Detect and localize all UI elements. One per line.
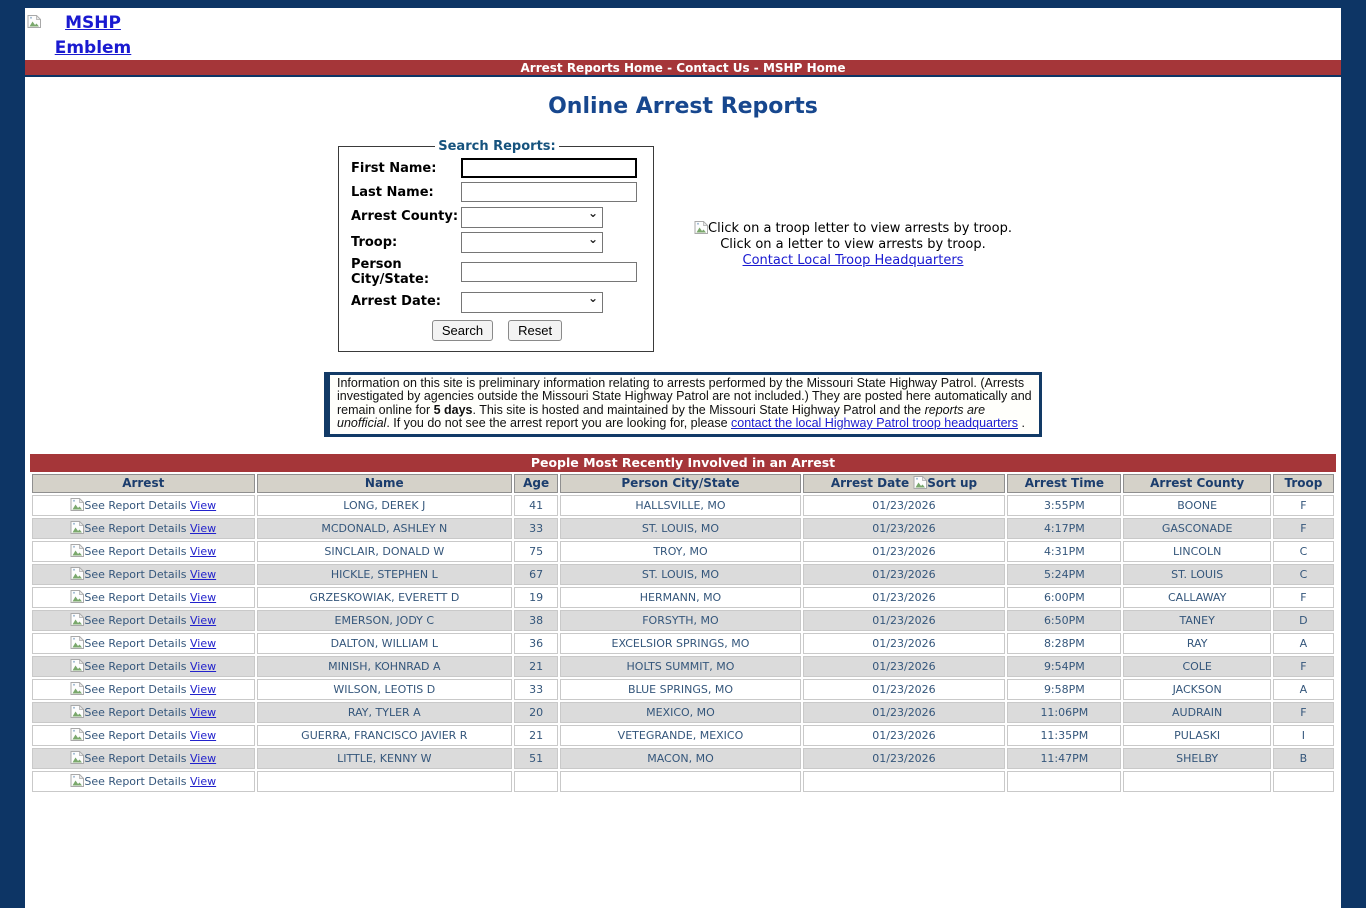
age-cell: 33 bbox=[514, 679, 558, 700]
column-header-age: Age bbox=[514, 474, 558, 493]
arrest-cell bbox=[32, 633, 255, 654]
report-details-icon-slot bbox=[70, 568, 84, 581]
arrest-time-cell: 9:58PM bbox=[1007, 679, 1121, 700]
table-row bbox=[32, 725, 1334, 746]
arrest-county-cell: RAY bbox=[1123, 633, 1270, 654]
person-city-state-cell: HALLSVILLE, MO bbox=[560, 495, 801, 516]
report-details-alt-text: See Report Details bbox=[84, 591, 187, 604]
age-cell: 21 bbox=[514, 725, 558, 746]
troop-cell: C bbox=[1273, 564, 1334, 585]
arrest-time-cell: 8:28PM bbox=[1007, 633, 1121, 654]
column-header-person-city-state: Person City/State bbox=[560, 474, 801, 493]
report-details-icon-slot bbox=[70, 706, 84, 719]
report-details-icon-slot bbox=[70, 660, 84, 673]
table-row-partial bbox=[32, 771, 1334, 792]
view-link[interactable]: View bbox=[190, 545, 217, 558]
arrest-county-cell: COLE bbox=[1123, 656, 1270, 677]
arrest-county-label: Arrest County: bbox=[351, 209, 459, 225]
age-cell: 33 bbox=[514, 518, 558, 539]
age-cell: 20 bbox=[514, 702, 558, 723]
arrest-county-cell: ST. LOUIS bbox=[1123, 564, 1270, 585]
view-link[interactable]: View bbox=[190, 775, 217, 788]
person-city-state-cell: VETEGRANDE, MEXICO bbox=[560, 725, 801, 746]
person-city-row bbox=[351, 257, 643, 287]
person-city-label: Person City/State: bbox=[351, 257, 430, 287]
nav-link-contact-us[interactable]: Contact Us bbox=[676, 61, 750, 75]
table-title-bar: People Most Recently Involved in an Arrest bbox=[30, 454, 1336, 472]
age-cell bbox=[514, 771, 558, 792]
search-reports-legend: Search Reports: bbox=[438, 139, 556, 154]
troop-cell: F bbox=[1273, 518, 1334, 539]
age-cell: 21 bbox=[514, 656, 558, 677]
person-city-state-cell: ST. LOUIS, MO bbox=[560, 518, 801, 539]
view-link[interactable]: View bbox=[190, 660, 217, 673]
troop-map-icon-slot bbox=[694, 221, 708, 236]
troop-cell: F bbox=[1273, 702, 1334, 723]
notice-text-2: . This site is hosted and maintained by the Missouri State Highway Patrol and the bbox=[472, 402, 925, 417]
column-header-arrest-county: Arrest County bbox=[1123, 474, 1270, 493]
arrest-cell bbox=[32, 656, 255, 677]
name-cell: SINCLAIR, DONALD W bbox=[257, 541, 513, 562]
report-details-alt-text: See Report Details bbox=[84, 568, 187, 581]
troop-cell: D bbox=[1273, 610, 1334, 631]
arrest-cell bbox=[32, 771, 255, 792]
table-row bbox=[32, 679, 1334, 700]
arrest-time-cell: 11:47PM bbox=[1007, 748, 1121, 769]
arrest-county-cell: TANEY bbox=[1123, 610, 1270, 631]
arrest-date-cell: 01/23/2026 bbox=[803, 518, 1005, 539]
report-details-icon-slot bbox=[70, 683, 84, 696]
last-name-input[interactable] bbox=[461, 182, 637, 202]
report-details-icon-slot bbox=[70, 499, 84, 512]
troop-cell: A bbox=[1273, 633, 1334, 654]
arrest-date-cell: 01/23/2026 bbox=[803, 725, 1005, 746]
view-link[interactable]: View bbox=[190, 729, 217, 742]
table-row bbox=[32, 748, 1334, 769]
troop-map-alt-text: Click on a troop letter to view arrests by troop. bbox=[708, 221, 1012, 237]
troop-panel bbox=[678, 221, 1028, 269]
nav-link-mshp-home[interactable]: MSHP Home bbox=[762, 61, 846, 75]
broken-image-icon bbox=[70, 498, 84, 511]
broken-image-icon bbox=[27, 15, 41, 28]
broken-image-icon bbox=[70, 636, 84, 649]
arrest-date-cell: 01/23/2026 bbox=[803, 495, 1005, 516]
arrest-date-cell bbox=[803, 771, 1005, 792]
arrest-date-row bbox=[351, 291, 643, 313]
sort-up-alt-text: Sort up bbox=[927, 476, 978, 490]
name-cell: HICKLE, STEPHEN L bbox=[257, 564, 513, 585]
arrest-cell bbox=[32, 725, 255, 746]
arrest-date-cell: 01/23/2026 bbox=[803, 610, 1005, 631]
arrest-cell bbox=[32, 541, 255, 562]
name-cell: EMERSON, JODY C bbox=[257, 610, 513, 631]
person-city-state-cell: ST. LOUIS, MO bbox=[560, 564, 801, 585]
arrest-county-cell bbox=[1123, 771, 1270, 792]
table-row bbox=[32, 564, 1334, 585]
arrest-date-cell: 01/23/2026 bbox=[803, 656, 1005, 677]
reset-button[interactable]: Reset bbox=[508, 320, 562, 341]
arrest-cell bbox=[32, 679, 255, 700]
notice-text-4: . bbox=[1017, 416, 1025, 430]
report-details-alt-text: See Report Details bbox=[84, 706, 187, 719]
arrest-date-cell: 01/23/2026 bbox=[803, 541, 1005, 562]
arrest-time-cell bbox=[1007, 771, 1121, 792]
arrest-county-cell: BOONE bbox=[1123, 495, 1270, 516]
broken-image-icon bbox=[70, 728, 84, 741]
troop-caption: Click on a letter to view arrests by troop. bbox=[720, 237, 986, 253]
name-cell: WILSON, LEOTIS D bbox=[257, 679, 513, 700]
arrest-cell bbox=[32, 495, 255, 516]
arrest-cell bbox=[32, 564, 255, 585]
notice-bold-days: 5 days bbox=[433, 402, 473, 417]
age-cell: 38 bbox=[514, 610, 558, 631]
search-reports-fieldset bbox=[338, 139, 654, 352]
report-details-icon-slot bbox=[70, 729, 84, 742]
emblem-header bbox=[25, 8, 1341, 60]
arrest-date-cell: 01/23/2026 bbox=[803, 633, 1005, 654]
age-cell: 75 bbox=[514, 541, 558, 562]
broken-image-icon bbox=[70, 521, 84, 534]
arrest-table-section bbox=[30, 454, 1336, 794]
chevron-down-icon: ⌄ bbox=[587, 206, 598, 220]
notice-italic-unofficial: reports are unofficial bbox=[337, 402, 986, 430]
troop-cell: B bbox=[1273, 748, 1334, 769]
arrest-date-cell: 01/23/2026 bbox=[803, 679, 1005, 700]
broken-image-icon bbox=[70, 682, 84, 695]
person-city-state-cell: BLUE SPRINGS, MO bbox=[560, 679, 801, 700]
name-cell: MCDONALD, ASHLEY N bbox=[257, 518, 513, 539]
name-cell: MINISH, KOHNRAD A bbox=[257, 656, 513, 677]
arrest-county-cell: CALLAWAY bbox=[1123, 587, 1270, 608]
arrest-table-body bbox=[32, 495, 1334, 792]
report-details-icon-slot bbox=[70, 522, 84, 535]
broken-image-icon bbox=[70, 751, 84, 764]
troop-cell: F bbox=[1273, 495, 1334, 516]
arrest-time-cell: 11:35PM bbox=[1007, 725, 1121, 746]
mshp-emblem-label: MSHP Emblem bbox=[54, 13, 132, 58]
report-details-icon-slot bbox=[70, 591, 84, 604]
notice-text-3: . If you do not see the arrest report you are looking for, please bbox=[386, 416, 731, 430]
arrest-time-cell: 4:17PM bbox=[1007, 518, 1121, 539]
arrest-county-cell: AUDRAIN bbox=[1123, 702, 1270, 723]
arrest-time-cell: 4:31PM bbox=[1007, 541, 1121, 562]
mshp-emblem-broken-image bbox=[27, 11, 47, 31]
column-header-arrest-date: Arrest Date Sort up bbox=[803, 474, 1005, 493]
arrest-date-cell: 01/23/2026 bbox=[803, 702, 1005, 723]
report-details-alt-text: See Report Details bbox=[84, 729, 187, 742]
page-title: Online Arrest Reports bbox=[548, 94, 818, 119]
arrest-county-cell: LINCOLN bbox=[1123, 541, 1270, 562]
age-cell: 19 bbox=[514, 587, 558, 608]
report-details-alt-text: See Report Details bbox=[84, 637, 187, 650]
column-header-arrest-time: Arrest Time bbox=[1007, 474, 1121, 493]
troop-row bbox=[351, 232, 643, 254]
broken-image-icon bbox=[913, 476, 927, 489]
table-row bbox=[32, 702, 1334, 723]
report-details-icon-slot bbox=[70, 545, 84, 558]
person-city-state-cell bbox=[560, 771, 801, 792]
name-cell: DALTON, WILLIAM L bbox=[257, 633, 513, 654]
report-details-alt-text: See Report Details bbox=[84, 545, 187, 558]
arrest-cell bbox=[32, 518, 255, 539]
report-details-alt-text: See Report Details bbox=[84, 775, 187, 788]
troop-cell: C bbox=[1273, 541, 1334, 562]
view-link[interactable]: View bbox=[190, 637, 217, 650]
view-link[interactable]: View bbox=[190, 683, 217, 696]
person-city-state-cell: EXCELSIOR SPRINGS, MO bbox=[560, 633, 801, 654]
sort-up-control[interactable] bbox=[913, 476, 977, 490]
nav-link-arrest-reports-home[interactable]: Arrest Reports Home bbox=[520, 61, 663, 75]
arrest-cell bbox=[32, 587, 255, 608]
table-row bbox=[32, 518, 1334, 539]
age-cell: 36 bbox=[514, 633, 558, 654]
arrest-date-select[interactable] bbox=[461, 292, 603, 313]
first-name-label: First Name: bbox=[351, 160, 437, 176]
chevron-down-icon: ⌄ bbox=[587, 231, 598, 246]
troop-cell: I bbox=[1273, 725, 1334, 746]
view-link[interactable]: View bbox=[190, 706, 217, 719]
broken-image-icon bbox=[70, 774, 84, 787]
person-city-state-cell: FORSYTH, MO bbox=[560, 610, 801, 631]
name-cell: GRZESKOWIAK, EVERETT D bbox=[257, 587, 513, 608]
troop-cell bbox=[1273, 771, 1334, 792]
report-details-icon-slot bbox=[70, 752, 84, 765]
troop-cell: F bbox=[1273, 656, 1334, 677]
report-details-alt-text: See Report Details bbox=[84, 752, 187, 765]
table-row bbox=[32, 587, 1334, 608]
broken-image-icon bbox=[70, 705, 84, 718]
report-details-alt-text: See Report Details bbox=[84, 660, 187, 673]
table-header-row bbox=[32, 474, 1334, 493]
arrest-time-cell: 9:54PM bbox=[1007, 656, 1121, 677]
name-cell: LONG, DEREK J bbox=[257, 495, 513, 516]
broken-image-icon bbox=[70, 590, 84, 603]
broken-image-icon bbox=[70, 613, 84, 626]
view-link[interactable]: View bbox=[190, 522, 217, 535]
table-row bbox=[32, 495, 1334, 516]
arrest-county-cell: GASCONADE bbox=[1123, 518, 1270, 539]
top-navbar bbox=[25, 60, 1341, 77]
report-details-alt-text: See Report Details bbox=[84, 614, 187, 627]
arrest-time-cell: 6:50PM bbox=[1007, 610, 1121, 631]
column-header-troop: Troop bbox=[1273, 474, 1334, 493]
arrest-date-cell: 01/23/2026 bbox=[803, 564, 1005, 585]
age-cell: 67 bbox=[514, 564, 558, 585]
arrest-county-row bbox=[351, 206, 643, 228]
troop-label: Troop: bbox=[351, 234, 398, 250]
arrest-county-cell: PULASKI bbox=[1123, 725, 1270, 746]
table-row bbox=[32, 610, 1334, 631]
troop-map-broken-image[interactable] bbox=[678, 221, 1028, 237]
page-frame bbox=[25, 8, 1341, 908]
notice-text-1: Information on this site is preliminary information relating to arrests performed by the Missouri State Highway Patrol. (Arrests investigated by agencies outside the Missouri State Highway Patrol are not included.) They are posted here automatically and remain online for bbox=[337, 375, 1032, 417]
person-city-state-cell: MEXICO, MO bbox=[560, 702, 801, 723]
report-details-alt-text: See Report Details bbox=[84, 522, 187, 535]
person-city-state-cell: MACON, MO bbox=[560, 748, 801, 769]
view-link[interactable]: View bbox=[190, 499, 217, 512]
broken-image-icon bbox=[70, 567, 84, 580]
broken-image-icon bbox=[70, 659, 84, 672]
search-button[interactable]: Search bbox=[432, 320, 493, 341]
view-link[interactable]: View bbox=[190, 591, 217, 604]
broken-image-icon bbox=[70, 544, 84, 557]
troop-select[interactable] bbox=[461, 232, 603, 253]
contact-local-troop-link[interactable]: Contact Local Troop Headquarters bbox=[742, 253, 964, 269]
first-name-row bbox=[351, 158, 643, 178]
arrest-date-cell: 01/23/2026 bbox=[803, 587, 1005, 608]
arrest-county-cell: JACKSON bbox=[1123, 679, 1270, 700]
person-city-state-cell: TROY, MO bbox=[560, 541, 801, 562]
arrest-time-cell: 6:00PM bbox=[1007, 587, 1121, 608]
first-name-input[interactable] bbox=[461, 158, 637, 178]
name-cell: LITTLE, KENNY W bbox=[257, 748, 513, 769]
arrest-time-cell: 11:06PM bbox=[1007, 702, 1121, 723]
arrest-table bbox=[30, 472, 1336, 794]
name-cell: GUERRA, FRANCISCO JAVIER R bbox=[257, 725, 513, 746]
search-section bbox=[25, 139, 1341, 352]
arrest-date-cell: 01/23/2026 bbox=[803, 748, 1005, 769]
name-cell: RAY, TYLER A bbox=[257, 702, 513, 723]
report-details-icon-slot bbox=[70, 775, 84, 788]
chevron-down-icon: ⌄ bbox=[587, 291, 598, 305]
arrest-time-cell: 5:24PM bbox=[1007, 564, 1121, 585]
person-city-state-cell: HOLTS SUMMIT, MO bbox=[560, 656, 801, 677]
broken-image-icon bbox=[694, 221, 708, 234]
search-buttons-row bbox=[351, 320, 643, 341]
report-details-alt-text: See Report Details bbox=[84, 683, 187, 696]
person-city-input[interactable] bbox=[461, 262, 637, 282]
table-row bbox=[32, 541, 1334, 562]
age-cell: 51 bbox=[514, 748, 558, 769]
notice-contact-troop-link[interactable]: contact the local Highway Patrol troop headquarters bbox=[731, 416, 1018, 430]
name-cell bbox=[257, 771, 513, 792]
last-name-row bbox=[351, 182, 643, 202]
age-cell: 41 bbox=[514, 495, 558, 516]
notice-box bbox=[324, 372, 1042, 437]
arrest-cell bbox=[32, 748, 255, 769]
sort-up-icon-slot bbox=[913, 476, 927, 490]
last-name-label: Last Name: bbox=[351, 184, 434, 200]
view-link[interactable]: View bbox=[190, 752, 217, 765]
arrest-time-cell: 3:55PM bbox=[1007, 495, 1121, 516]
troop-cell: A bbox=[1273, 679, 1334, 700]
arrest-cell bbox=[32, 702, 255, 723]
arrest-date-label: Arrest Date: bbox=[351, 294, 441, 310]
table-row bbox=[32, 656, 1334, 677]
arrest-cell bbox=[32, 610, 255, 631]
view-link[interactable]: View bbox=[190, 568, 217, 581]
column-header-arrest: Arrest bbox=[32, 474, 255, 493]
report-details-icon-slot bbox=[70, 614, 84, 627]
nav-separator: - bbox=[749, 61, 763, 75]
mshp-emblem-link[interactable] bbox=[27, 11, 139, 61]
view-link[interactable]: View bbox=[190, 614, 217, 627]
troop-cell: F bbox=[1273, 587, 1334, 608]
table-row bbox=[32, 633, 1334, 654]
person-city-state-cell: HERMANN, MO bbox=[560, 587, 801, 608]
report-details-icon-slot bbox=[70, 637, 84, 650]
arrest-county-cell: SHELBY bbox=[1123, 748, 1270, 769]
report-details-alt-text: See Report Details bbox=[84, 499, 187, 512]
column-header-name: Name bbox=[257, 474, 513, 493]
nav-separator: - bbox=[662, 61, 677, 75]
arrest-county-select[interactable] bbox=[461, 207, 603, 228]
